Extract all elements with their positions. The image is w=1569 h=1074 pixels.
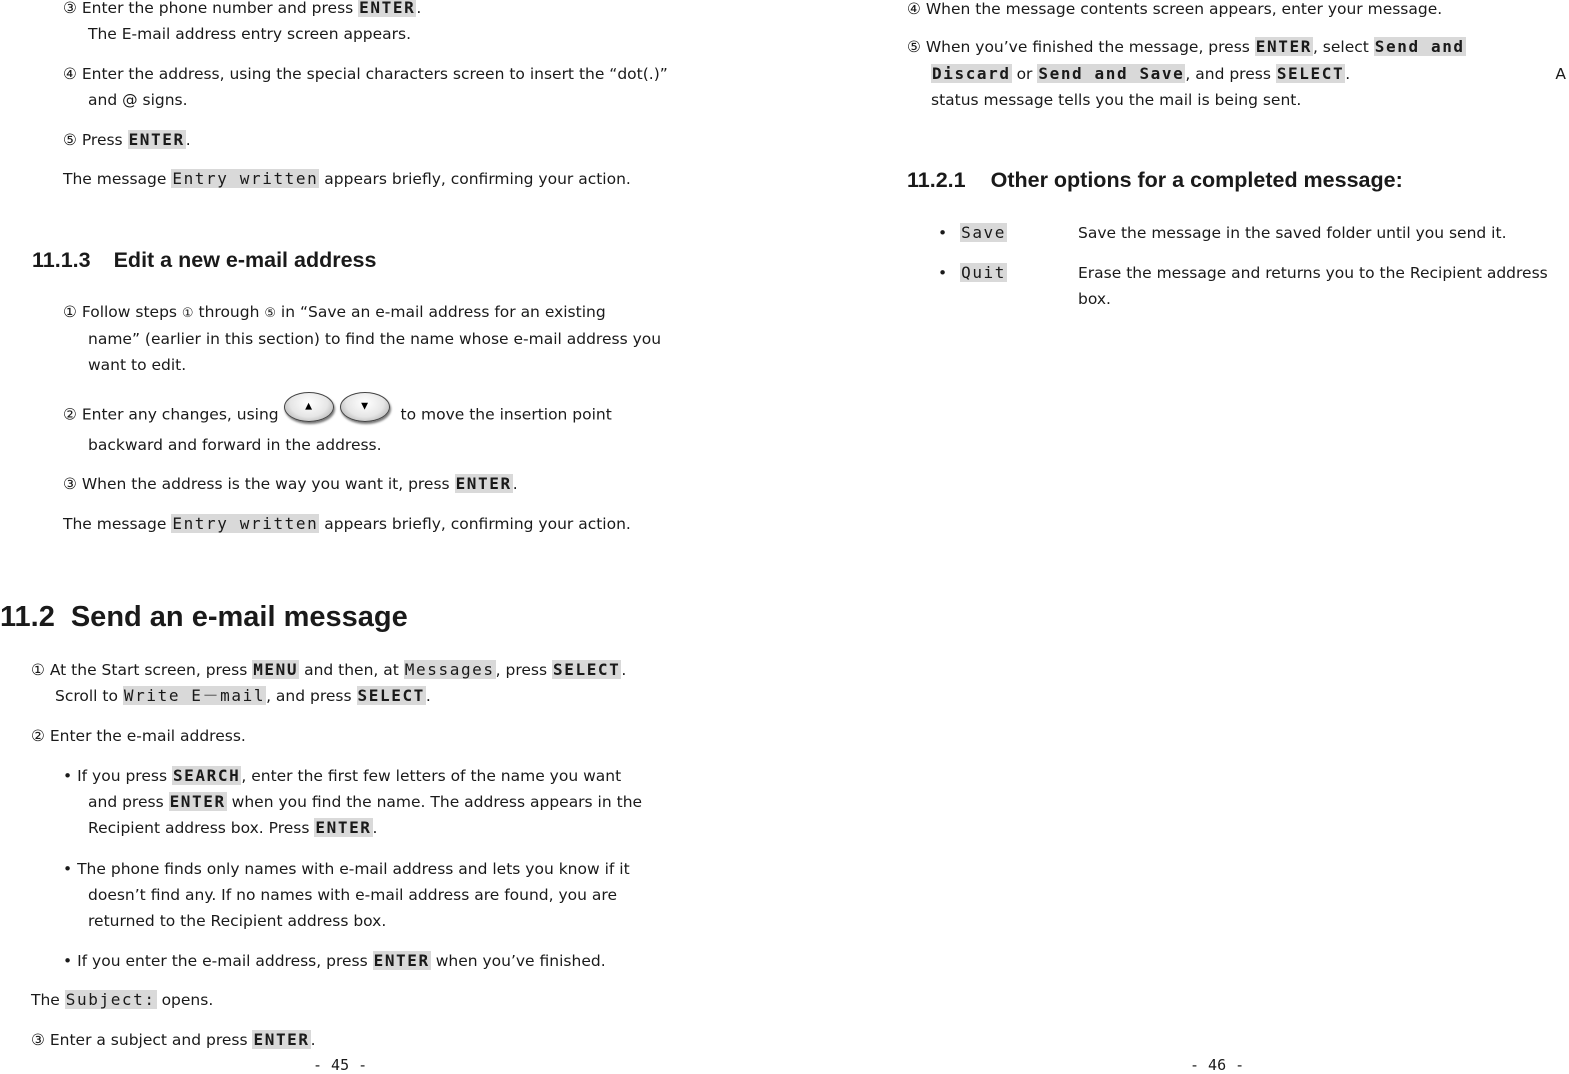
bullet-phone-finds-line-3: returned to the Recipient address box. <box>88 912 387 930</box>
up-arrow-key-icon: ▲ <box>284 392 334 422</box>
option-quit-description-line-2: box. <box>1078 290 1111 308</box>
section-heading-11-2: 11.2 Send an e-mail message <box>0 601 408 633</box>
bullet-icon: • <box>63 952 73 970</box>
option-save-description: Save the message in the saved folder until you send it. <box>1078 224 1507 242</box>
bullet-icon: • <box>938 264 948 282</box>
section-heading-11-1-3: 11.1.3 Edit a new e-mail address <box>32 248 377 272</box>
search-key: SEARCH <box>172 766 241 785</box>
bullet-search: • If you press SEARCH, enter the first few letters of the name you want <box>63 766 622 785</box>
option-save <box>938 220 1007 246</box>
step-4-line-2: and @ signs. <box>88 91 188 109</box>
send-and-discard-label: Discard <box>932 64 1011 83</box>
option-quit <box>938 260 1007 286</box>
edit-step-3: ③ When the address is the way you want it, press ENTER. <box>63 474 518 493</box>
section-heading-11-2-1: 11.2.1 Other options for a completed message: <box>907 168 1403 192</box>
select-key: SELECT <box>357 686 425 705</box>
step-4-enter-address: ④ Enter the address, using the special characters screen to insert the “dot(.)” <box>63 65 668 83</box>
send-step-1: ① At the Start screen, press MENU and then, at Messages, press SELECT. <box>31 660 627 679</box>
entry-written-label: Entry written <box>172 169 319 188</box>
write-email-label: Write E－mail <box>123 686 266 705</box>
step-5-line-2: Discard or Send and Save, and press SELECT. A <box>932 64 1566 83</box>
bullet-enter-address: • If you enter the e-mail address, press ENTER when you’ve finished. <box>63 951 606 970</box>
subject-label: Subject: <box>65 990 156 1009</box>
send-step-2: ② Enter the e-mail address. <box>31 727 246 745</box>
enter-key: ENTER <box>373 951 430 970</box>
edit-step-1: ① Follow steps ① through ⑤ in “Save an e-mail address for an existing <box>63 303 606 321</box>
enter-key: ENTER <box>455 474 512 493</box>
enter-key: ENTER <box>128 130 185 149</box>
bullet-phone-finds-line-2: doesn’t find any. If no names with e-mail address are found, you are <box>88 886 617 904</box>
step-5-press-enter: ⑤ Press ENTER. <box>63 130 191 149</box>
step-5-finished: ⑤ When you’ve finished the message, press ENTER, select Send and <box>907 37 1465 56</box>
entry-written-message-2: The message Entry written appears briefly, confirming your action. <box>63 514 631 533</box>
send-step-3: ③ Enter a subject and press ENTER. <box>31 1030 316 1049</box>
bullet-search-line-2: and press ENTER when you find the name. The address appears in the <box>88 792 643 811</box>
bullet-icon: • <box>63 860 73 878</box>
step-4-enter-message: ④ When the message contents screen appears, enter your message. <box>907 0 1443 18</box>
down-arrow-key-icon: ▼ <box>340 392 390 422</box>
select-key: SELECT <box>553 660 621 679</box>
enter-key: ENTER <box>359 0 416 17</box>
enter-key: ENTER <box>253 1030 310 1049</box>
subject-opens: The Subject: opens. <box>31 990 214 1009</box>
enter-key: ENTER <box>1255 37 1312 56</box>
page-number-46: - 46 - <box>1190 1056 1245 1074</box>
messages-label: Messages <box>404 660 495 679</box>
send-step-1-line-2: Scroll to Write E－mail, and press SELECT. <box>55 686 431 705</box>
bullet-icon: • <box>63 767 73 785</box>
select-key: SELECT <box>1276 64 1345 83</box>
enter-key: ENTER <box>169 792 226 811</box>
entry-written-label: Entry written <box>172 514 319 533</box>
step-3-enter-phone: ③ Enter the phone number and press ENTER. <box>63 0 422 17</box>
quit-label: Quit <box>961 263 1007 282</box>
enter-key: ENTER <box>315 818 372 837</box>
edit-step-2-line-2: backward and forward in the address. <box>88 436 382 454</box>
send-and-save-label: Send and Save <box>1038 64 1185 83</box>
send-and-discard-label: Send and <box>1374 37 1465 56</box>
bullet-search-line-3: Recipient address box. Press ENTER. <box>88 818 378 837</box>
step-3-note: The E-mail address entry screen appears. <box>88 25 412 43</box>
entry-written-message-1: The message Entry written appears briefly, confirming your action. <box>63 169 631 188</box>
option-quit-description: Erase the message and returns you to the Recipient address <box>1078 264 1548 282</box>
step-5-line-3: status message tells you the mail is being sent. <box>931 91 1302 109</box>
edit-step-1-line-3: want to edit. <box>88 356 187 374</box>
save-label: Save <box>961 223 1007 242</box>
menu-key: MENU <box>253 660 299 679</box>
page-number-45: - 45 - <box>313 1056 368 1074</box>
edit-step-2: ② Enter any changes, using ▲ ▼ to move the insertion point <box>63 400 612 430</box>
bullet-phone-finds: • The phone finds only names with e-mail address and lets you know if it <box>63 860 630 878</box>
edit-step-1-line-2: name” (earlier in this section) to find the name whose e-mail address you <box>88 330 662 348</box>
bullet-icon: • <box>938 224 948 242</box>
